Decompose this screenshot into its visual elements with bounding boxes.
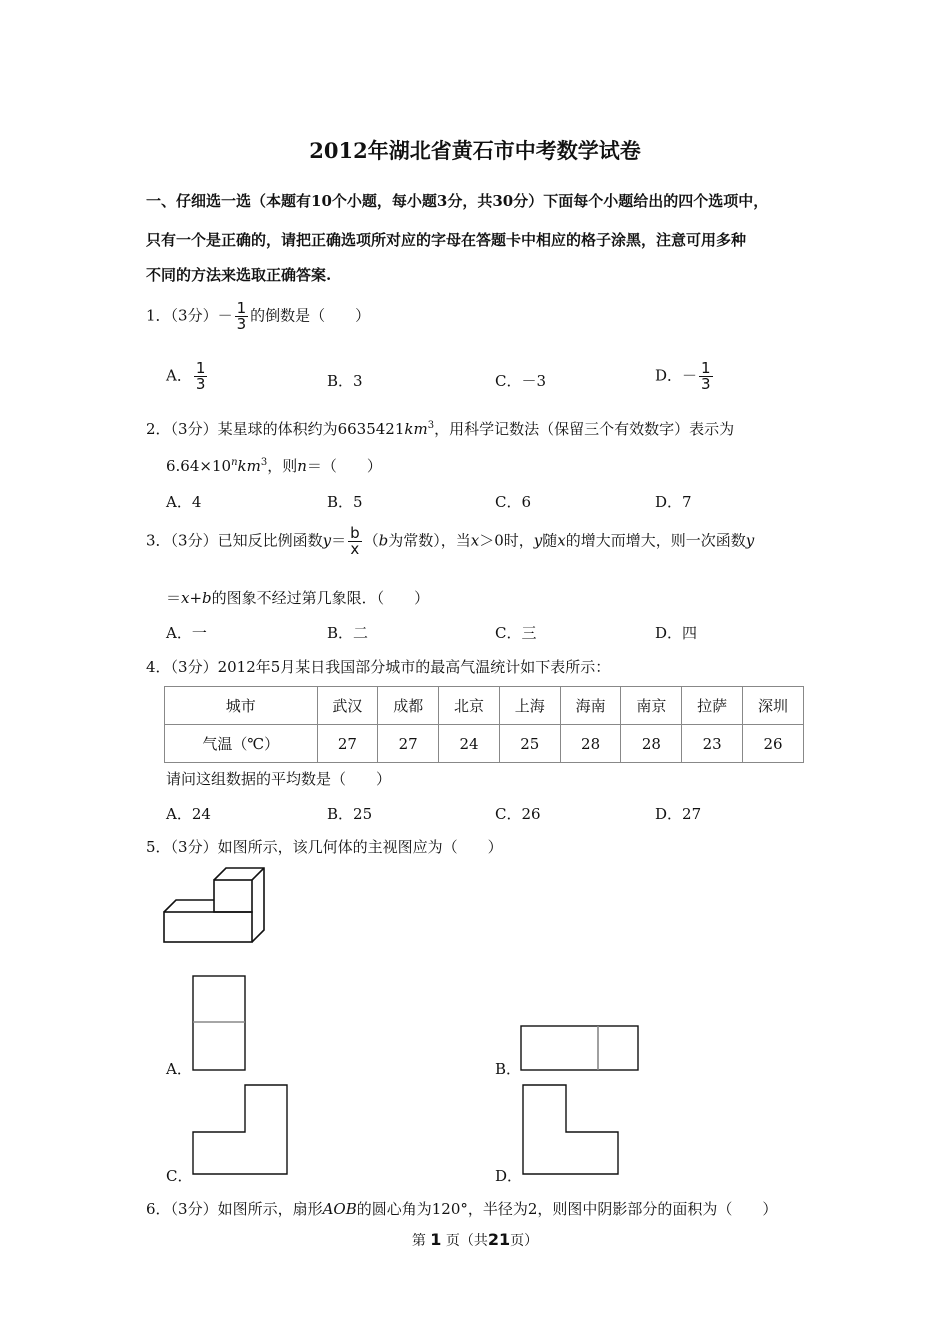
question-6: 6．（3分）如图所示，扇形AOB的圆心角为120°，半径为2，则图中阴影部分的面积为（ ） [146, 1200, 778, 1218]
q1-suffix: 的倒数是（ ） [250, 306, 371, 325]
q5-option-a: A． [166, 1060, 192, 1078]
question-1 [146, 301, 370, 332]
table-cell: 23 [682, 725, 743, 763]
table-cell: 27 [378, 725, 439, 763]
section-instruction-line2: 只有一个是正确的，请把正确选项所对应的字母在答题卡中相应的格子涂黑，注意可用多种 [146, 231, 747, 249]
table-cell: 南京 [621, 687, 682, 725]
q2-option-c: C．6 [495, 493, 532, 511]
question-4-ask: 请问这组数据的平均数是（ ） [166, 770, 392, 788]
question-5: 5．（3分）如图所示，该几何体的主视图应为（ ） [146, 838, 503, 856]
temperature-table [164, 686, 804, 763]
table-cell: 深圳 [743, 687, 804, 725]
table-cell: 北京 [439, 687, 500, 725]
q2-option-b: B．5 [327, 493, 363, 511]
q1-prefix: 1．（3分）－ [146, 306, 233, 325]
question-3-line1: 3．（3分）已知反比例函数y＝ $\frac{b}{x}$ （b为常数），当x＞0时，y随x的增大而增大，则一次函数y [146, 524, 755, 558]
table-cell: 武汉 [317, 687, 378, 725]
question-2-line1: 2．（3分）某星球的体积约为$6635421km^3$，用科学记数法（保留三个有效数字）表示为 [146, 420, 735, 438]
table-cell: 24 [439, 725, 500, 763]
option-b-figure [520, 1025, 641, 1073]
table-row [165, 687, 804, 725]
q5-option-b: B． [495, 1060, 522, 1078]
page-title: 2012年湖北省黄石市中考数学试卷 [309, 138, 641, 163]
q3-option-d: D．四 [655, 624, 698, 642]
table-cell: 27 [317, 725, 378, 763]
q3-option-b: B．二 [327, 624, 369, 642]
question-2-line2: $6.64\times 10^nkm^3$，则n＝（ ） [166, 457, 382, 475]
q1-fraction: $\frac{1}{3}$ [236, 299, 247, 333]
q3-option-a: A．一 [166, 624, 207, 642]
question-3-line2: ＝x+b的图象不经过第几象限．（ ） [166, 589, 430, 607]
table-cell: 成都 [378, 687, 439, 725]
option-d-figure [522, 1084, 622, 1178]
q2-option-a: A．4 [166, 493, 202, 511]
table-cell: 28 [621, 725, 682, 763]
option-a-figure [192, 975, 248, 1073]
q2-option-d: D．7 [655, 493, 692, 511]
q5-option-d: D． [495, 1167, 523, 1185]
q4-option-b: B．25 [327, 805, 373, 823]
question-4: 4．（3分）2012年5月某日我国部分城市的最高气温统计如下表所示： [146, 658, 611, 676]
page-footer: 第 1 页（共21页） [411, 1230, 539, 1249]
q5-option-c: C． [166, 1167, 193, 1185]
table-cell: 25 [499, 725, 560, 763]
table-cell: 28 [560, 725, 621, 763]
table-row [165, 725, 804, 763]
q1-option-c: C．－3 [495, 372, 547, 390]
table-cell: 26 [743, 725, 804, 763]
q1-option-b: B．3 [327, 372, 363, 390]
q1-option-a: A． $\frac{1}{3}$ [166, 359, 206, 393]
option-c-figure [192, 1084, 290, 1178]
table-cell: 城市 [165, 687, 318, 725]
section-instruction-line1: 一、仔细选一选（本题有10个小题，每小题3分，共30分）下面每个小题给出的四个选项中， [146, 192, 769, 210]
q4-option-c: C．26 [495, 805, 541, 823]
q3-option-c: C．三 [495, 624, 537, 642]
q4-option-a: A．24 [166, 805, 211, 823]
table-cell: 海南 [560, 687, 621, 725]
table-cell: 气温（℃） [165, 725, 318, 763]
solid-figure [160, 864, 270, 948]
q4-option-d: D．27 [655, 805, 702, 823]
table-cell: 拉萨 [682, 687, 743, 725]
section-instruction-line3: 不同的方法来选取正确答案. [146, 266, 332, 284]
q1-option-d: D．－ $\frac{1}{3}$ [655, 359, 711, 393]
table-cell: 上海 [499, 687, 560, 725]
